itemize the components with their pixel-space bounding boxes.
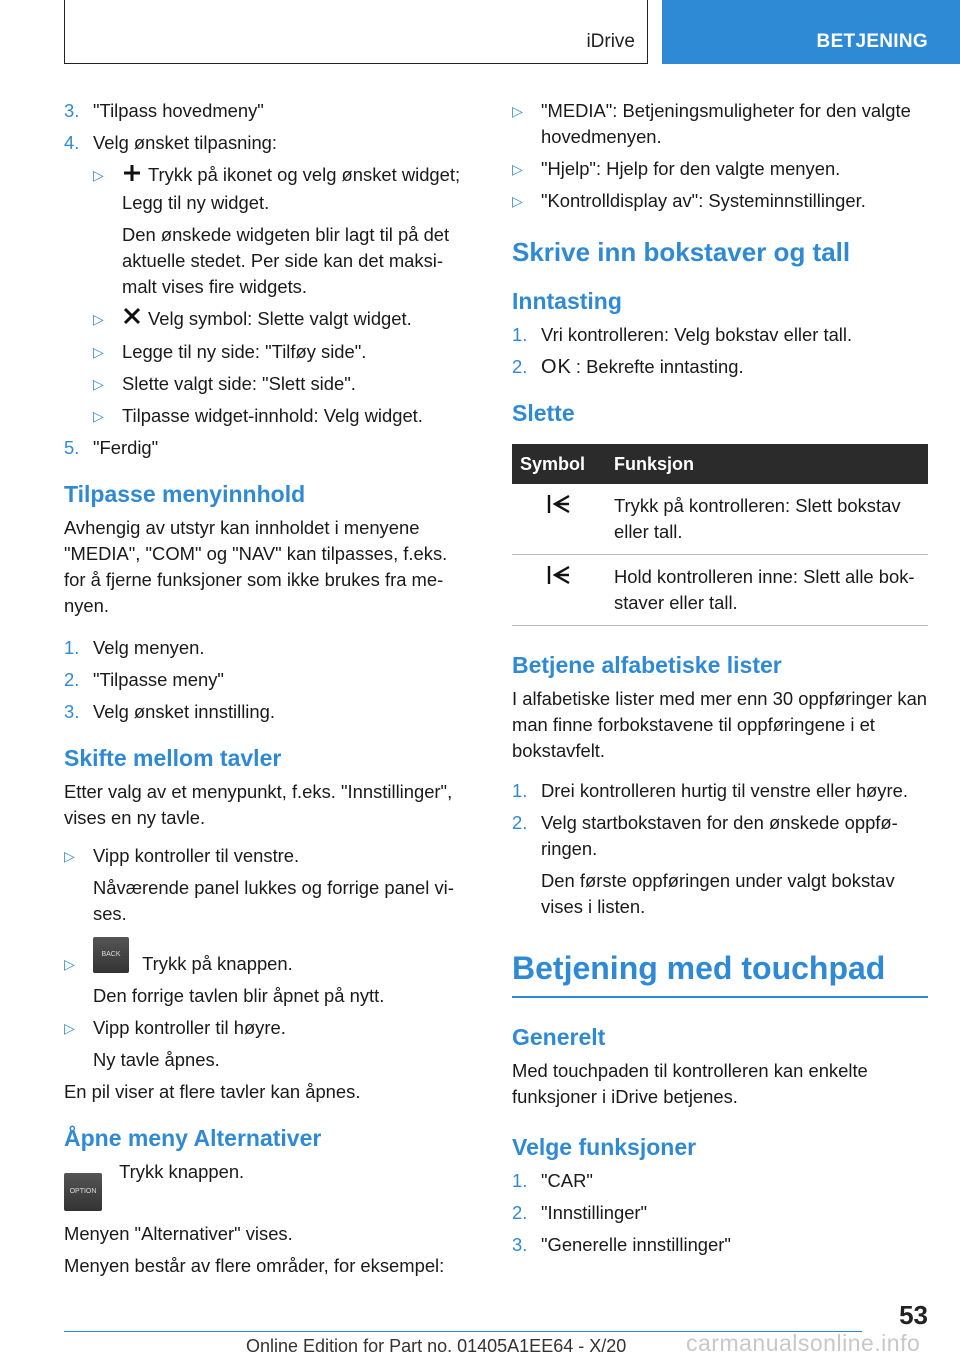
paragraph: Menyen "Alternativer" vises.: [64, 1223, 293, 1245]
list-item: ▷ Tilpasse widget-innhold: Velg widget.: [93, 403, 466, 429]
list-item: 1. "CAR": [512, 1170, 593, 1191]
triangle-bullet-icon: ▷: [64, 956, 75, 973]
table-header-symbol: Symbol: [512, 444, 606, 484]
list-item: ▷ Slette valgt side: "Slett side".: [93, 371, 466, 397]
triangle-bullet-icon: ▷: [64, 848, 75, 865]
list-item: 1. Drei kontrolleren hurtig til venstre eller høyre.: [512, 780, 908, 801]
paragraph: Med touchpaden til kontrolleren kan enkelte funksjoner i iDrive betjenes.: [512, 1060, 868, 1107]
list-item: ▷ Vipp kontroller til venstre. Nåværende panel lukkes og forrige panel vi-ses.: [64, 845, 454, 925]
triangle-bullet-icon: ▷: [93, 310, 104, 327]
paragraph: En pil viser at flere tavler kan åpnes.: [64, 1081, 361, 1103]
list-item: 1. Vri kontrolleren: Velg bokstav eller tall.: [512, 324, 853, 345]
plus-icon: [122, 163, 142, 190]
symbol-table: [512, 444, 928, 626]
list-item: ▷ Trykk på ikonet og velg ønsket widget; Legg til ny widget. Den ønskede widgeten blir lagt til på det aktuelle stedet. Per side kan det maksi-malt vises fire widgets.: [93, 164, 461, 297]
triangle-bullet-icon: ▷: [64, 1020, 75, 1037]
sub-bullet-list: [93, 162, 466, 429]
list-item: ▷ "Hjelp": Hjelp for den valgte menyen.: [512, 156, 928, 182]
table-row: Hold kontrolleren inne: Slett alle bok-staver eller tall.: [512, 555, 928, 626]
backspace-icon: [512, 484, 606, 555]
footer-edition: Online Edition for Part no. 01405A1EE64 - X/20: [246, 1336, 627, 1356]
right-column: [512, 98, 928, 1264]
triangle-bullet-icon: ▷: [512, 161, 523, 177]
heading-slette: Slette: [512, 400, 575, 426]
list-item: 5. "Ferdig": [64, 437, 159, 459]
heading-velge-funksjoner: Velge funksjoner: [512, 1134, 697, 1160]
paragraph: I alfabetiske lister med mer enn 30 oppføringer kan man finne forbokstavene til oppføringene i et bokstavfelt.: [512, 688, 928, 761]
table-row: Trykk på kontrolleren: Slett bokstav eller tall.: [512, 484, 928, 555]
list-item: 4. Velg ønsket tilpasning:: [64, 132, 278, 153]
header-chapter-tab: [662, 0, 960, 64]
header-section-box: [64, 0, 648, 64]
heading-skrive-inn: Skrive inn bokstaver og tall: [512, 237, 851, 267]
list-item: 2. "Tilpasse meny": [64, 669, 224, 691]
heading-betjene-alfabetiske-lister: Betjene alfabetiske lister: [512, 652, 782, 678]
triangle-bullet-icon: ▷: [93, 167, 104, 183]
list-item: 1. Velg menyen.: [64, 637, 205, 659]
page-number: 53: [899, 1300, 928, 1330]
heading-skifte-mellom-tavler: Skifte mellom tavler: [64, 745, 282, 772]
back-button-image: BACK: [93, 937, 129, 973]
heading-generelt: Generelt: [512, 1024, 606, 1050]
paragraph: Etter valg av et menypunkt, f.eks. "Innstillinger", vises en ny tavle.: [64, 781, 453, 829]
triangle-bullet-icon: ▷: [512, 193, 523, 209]
list-item: ▷ "Kontrolldisplay av": Systeminnstillinger.: [512, 188, 928, 214]
watermark: carmanualsonline.info: [686, 1330, 921, 1356]
heading-tilpasse-menyinnhold: Tilpasse menyinnhold: [64, 481, 306, 508]
list-item: 3. "Tilpass hovedmeny": [64, 100, 264, 121]
header-section-title: iDrive: [586, 31, 635, 52]
ok-symbol: OK: [541, 356, 572, 378]
option-button-image: OPTION: [64, 1173, 102, 1211]
heading-betjening-med-touchpad: Betjening med touchpad: [512, 948, 928, 998]
triangle-bullet-icon: ▷: [93, 344, 104, 361]
list-item: ▷ BACK Trykk på knappen. Den forrige tavlen blir åpnet på nytt.: [64, 937, 466, 1009]
triangle-bullet-icon: ▷: [93, 408, 104, 425]
list-item: 3. Velg ønsket innstilling.: [64, 701, 275, 723]
list-item: ▷ "MEDIA": Betjeningsmuligheter for den valgte hovedmenyen.: [512, 100, 911, 147]
close-icon: [122, 306, 142, 333]
paragraph: Avhengig av utstyr kan innholdet i menyene "MEDIA", "COM" og "NAV" kan tilpasses, f.eks. for å fjerne funksjoner som ikke brukes fra me-nyen.: [64, 517, 448, 617]
option-row: OPTION Trykk knappen.: [64, 1159, 466, 1211]
paragraph: Menyen består av flere områder, for eksempel:: [64, 1255, 445, 1277]
list-item: 2. Velg startbokstaven for den ønskede oppfø-ringen. Den første oppføringen under valgt bokstav vises i listen.: [512, 812, 898, 917]
backspace-icon: [512, 555, 606, 626]
triangle-bullet-icon: ▷: [93, 376, 104, 393]
table-header-funksjon: Funksjon: [606, 444, 928, 484]
list-item: 2. OK : Bekrefte inntasting.: [512, 356, 744, 378]
list-item: ▷ Vipp kontroller til høyre. Ny tavle åpnes.: [64, 1017, 286, 1071]
list-item: 3. "Generelle innstillinger": [512, 1234, 731, 1255]
heading-apne-meny-alternativer: Åpne meny Alternativer: [64, 1125, 322, 1152]
heading-inntasting: Inntasting: [512, 288, 622, 314]
triangle-bullet-icon: ▷: [512, 103, 523, 119]
list-item: ▷ Legge til ny side: "Tilføy side".: [93, 339, 466, 365]
list-item: ▷ Velg symbol: Slette valgt widget.: [93, 306, 466, 334]
header-chapter-title: BETJENING: [816, 31, 928, 52]
left-column: [64, 98, 466, 1285]
list-item: 2. "Innstillinger": [512, 1202, 648, 1223]
